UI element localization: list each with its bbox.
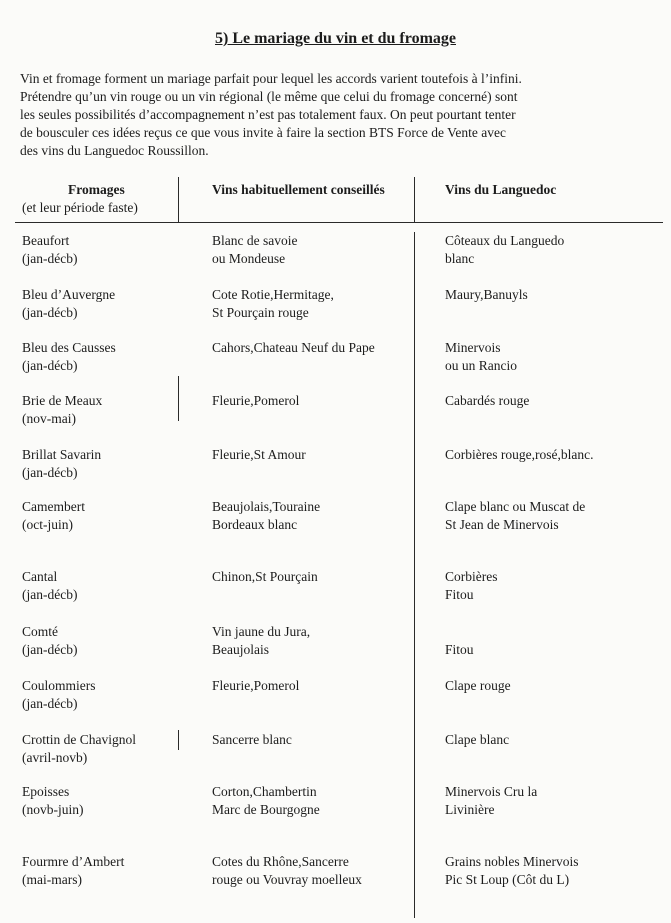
cheese-period: (mai-mars) bbox=[22, 872, 82, 887]
wine-advised: Cotes du Rhône,Sancerre bbox=[212, 854, 349, 869]
cheese-name: Brie de Meaux bbox=[22, 393, 103, 408]
header-fromages: Fromages bbox=[68, 182, 125, 197]
cheese-name: Camembert bbox=[22, 499, 85, 514]
wine-languedoc: Clape blanc bbox=[445, 732, 510, 747]
wine-languedoc: Livinière bbox=[445, 802, 495, 817]
cheese-name: Bleu des Causses bbox=[22, 340, 116, 355]
intro-paragraph bbox=[20, 70, 650, 160]
intro-line: Prétendre qu’un vin rouge ou un vin régional (le même que celui du fromage concerné) sont bbox=[20, 89, 518, 104]
wine-languedoc: Minervois Cru la bbox=[445, 784, 538, 799]
column-divider bbox=[178, 177, 179, 223]
cheese-name: Beaufort bbox=[22, 233, 70, 248]
cheese-period: (jan-décb) bbox=[22, 696, 78, 711]
wine-languedoc: Clape rouge bbox=[445, 678, 511, 693]
cheese-period: (avril-novb) bbox=[22, 750, 88, 765]
cheese-period: (nov-mai) bbox=[22, 411, 76, 426]
cheese-name: Bleu d’Auvergne bbox=[22, 287, 116, 302]
wine-languedoc: Côteaux du Languedo bbox=[445, 233, 565, 248]
intro-line: de bousculer ces idées reçus ce que vous invite à faire la section BTS Force de Vente avec bbox=[20, 125, 506, 140]
wine-languedoc: Pic St Loup (Côt du L) bbox=[445, 872, 570, 887]
column-divider bbox=[178, 730, 179, 750]
wine-languedoc: Fitou bbox=[445, 587, 474, 602]
wine-advised: Beaujolais bbox=[212, 642, 269, 657]
wine-advised: Beaujolais,Touraine bbox=[212, 499, 321, 514]
wine-languedoc: Corbières bbox=[445, 569, 498, 584]
wine-languedoc: Minervois bbox=[445, 340, 501, 355]
cheese-name: Comté bbox=[22, 624, 58, 639]
intro-line: Vin et fromage forment un mariage parfait pour lequel les accords varient toutefois à l’infini. bbox=[20, 71, 522, 86]
cheese-period: (novb-juin) bbox=[22, 802, 84, 817]
cheese-period: (jan-décb) bbox=[22, 251, 78, 266]
cheese-period: (jan-décb) bbox=[22, 587, 78, 602]
cheese-period: (jan-décb) bbox=[22, 465, 78, 480]
wine-advised: Cahors,Chateau Neuf du Pape bbox=[212, 340, 375, 355]
wine-languedoc: Cabardés rouge bbox=[445, 393, 530, 408]
header-divider bbox=[15, 222, 663, 223]
column-divider bbox=[414, 232, 415, 918]
cheese-name: Cantal bbox=[22, 569, 58, 584]
wine-advised: Fleurie,Pomerol bbox=[212, 393, 300, 408]
cheese-name: Epoisses bbox=[22, 784, 70, 799]
wine-languedoc: St Jean de Minervois bbox=[445, 517, 559, 532]
cheese-period: (jan-décb) bbox=[22, 358, 78, 373]
wine-advised: Bordeaux blanc bbox=[212, 517, 298, 532]
wine-languedoc: blanc bbox=[445, 251, 475, 266]
wine-advised: Cote Rotie,Hermitage, bbox=[212, 287, 334, 302]
wine-advised: rouge ou Vouvray moelleux bbox=[212, 872, 362, 887]
column-divider bbox=[414, 177, 415, 223]
wine-languedoc: Corbières rouge,rosé,blanc. bbox=[445, 447, 594, 462]
wine-advised: Fleurie,Pomerol bbox=[212, 678, 300, 693]
wine-languedoc: Maury,Banuyls bbox=[445, 287, 528, 302]
wine-advised: Vin jaune du Jura, bbox=[212, 624, 311, 639]
wine-advised: Blanc de savoie bbox=[212, 233, 298, 248]
intro-line: des vins du Languedoc Roussillon. bbox=[20, 143, 209, 158]
wine-languedoc: Fitou bbox=[445, 642, 474, 657]
header-languedoc: Vins du Languedoc bbox=[445, 182, 557, 197]
intro-line: les seules possibilités d’accompagnement n’est pas totalement faux. On peut pourtant tenter bbox=[20, 107, 516, 122]
wine-advised: Marc de Bourgogne bbox=[212, 802, 320, 817]
cheese-period: (oct-juin) bbox=[22, 517, 73, 532]
cheese-period: (jan-décb) bbox=[22, 305, 78, 320]
wine-advised: Chinon,St Pourçain bbox=[212, 569, 318, 584]
column-divider bbox=[178, 376, 179, 421]
wine-advised: Sancerre blanc bbox=[212, 732, 292, 747]
cheese-name: Crottin de Chavignol bbox=[22, 732, 136, 747]
header-vins: Vins habituellement conseillés bbox=[212, 182, 385, 197]
page-title: 5) Le mariage du vin et du fromage bbox=[214, 30, 456, 47]
cheese-name: Brillat Savarin bbox=[22, 447, 102, 462]
cheese-period: (jan-décb) bbox=[22, 642, 78, 657]
wine-advised: St Pourçain rouge bbox=[212, 305, 309, 320]
wine-advised: Fleurie,St Amour bbox=[212, 447, 306, 462]
cheese-name: Fourmre d’Ambert bbox=[22, 854, 125, 869]
wine-advised: ou Mondeuse bbox=[212, 251, 286, 266]
wine-languedoc: Clape blanc ou Muscat de bbox=[445, 499, 586, 514]
header-fromages-sub: (et leur période faste) bbox=[22, 200, 138, 215]
cheese-name: Coulommiers bbox=[22, 678, 96, 693]
wine-languedoc: Grains nobles Minervois bbox=[445, 854, 579, 869]
wine-languedoc: ou un Rancio bbox=[445, 358, 517, 373]
wine-advised: Corton,Chambertin bbox=[212, 784, 317, 799]
